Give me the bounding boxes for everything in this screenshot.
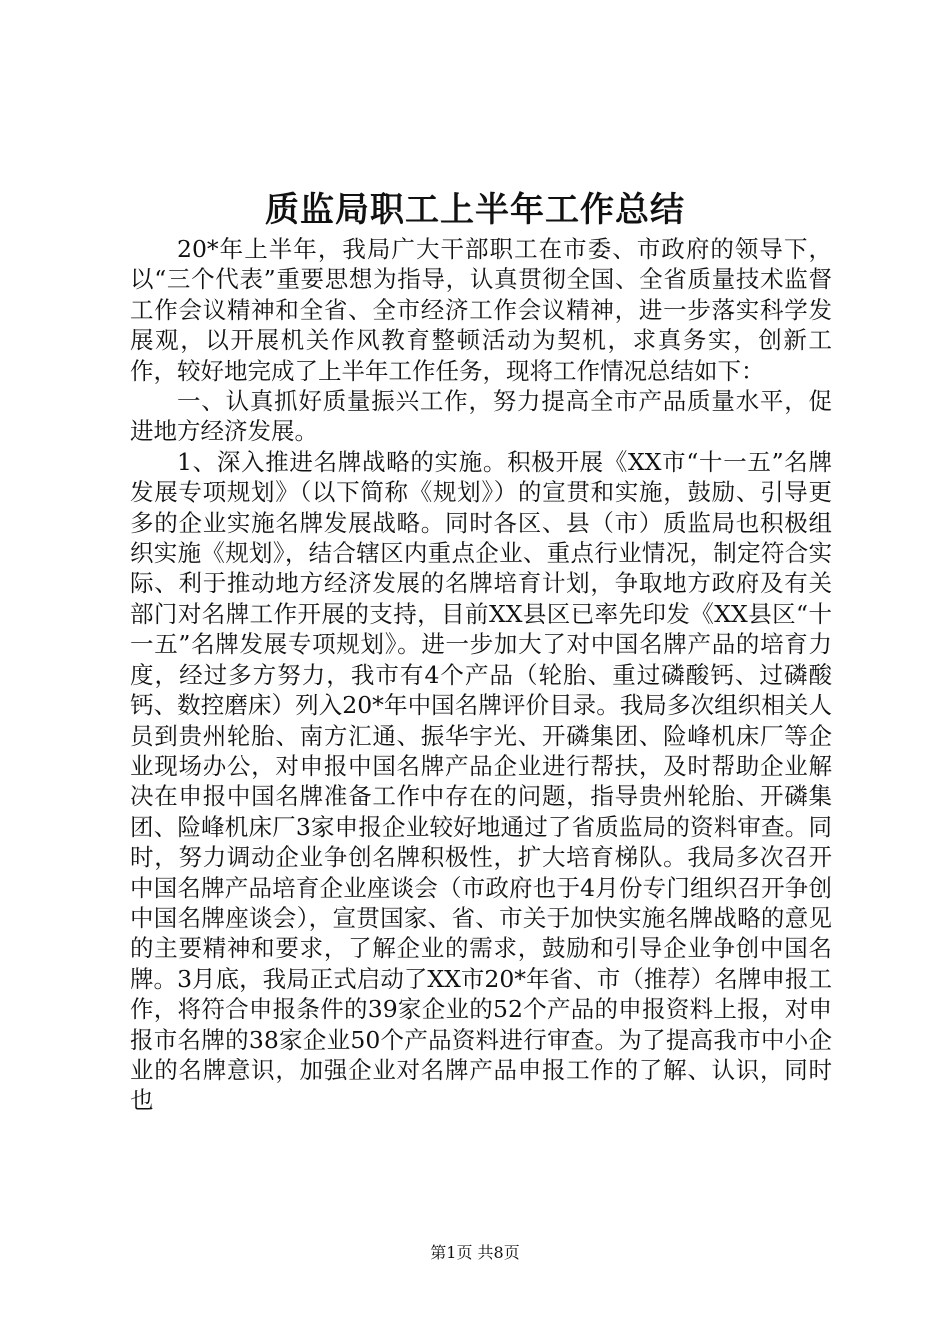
paragraph-item-1: 1、深入推进名牌战略的实施。积极开展《XX市“十一五”名牌发展专项规划》（以下简称《规划》）的宣贯和实施，鼓励、引导更多的企业实施名牌发展战略。同时各区、县（市）质监局也积极组织实施《规划》，结合辖区内重点企业、重点行业情况，制定符合实际、利于推动地方经济发展的名牌培育计划，争取地方政府及有关部门对名牌工作开展的支持，目前XX县区已率先印发《XX县区“十一五”名牌发展专项规划》。进一步加大了对中国名牌产品的培育力度，经过多方努力，我市有4个产品（轮胎、重过磷酸钙、过磷酸钙、数控磨床）列入20*年中国名牌评价目录。我局多次组织相关人员到贵州轮胎、南方汇通、振华宇光、开磷集团、险峰机床厂等企业现场办公，对申报中国名牌产品企业进行帮扶，及时帮助企业解决在申报中国名牌准备工作中存在的问题，指导贵州轮胎、开磷集团、险峰机床厂3家申报企业较好地通过了省质监局的资料审查。同时，努力调动企业争创名牌积极性，扩大培育梯队。我局多次召开中国名牌产品培育企业座谈会（市政府也于4月份专门组织召开争创中国名牌座谈会），宣贯国家、省、市关于加快实施名牌战略的意见的主要精神和要求，了解企业的需求，鼓励和引导企业争创中国名牌。3月底，我局正式启动了XX市20*年省、市（推荐）名牌申报工作，将符合申报条件的39家企业的52个产品的申报资料上报，对申报市名牌的38家企业50个产品资料进行审查。为了提高我市中小企业的名牌意识，加强企业对名牌产品申报工作的了解、认识，同时也 bbox=[130, 447, 832, 1115]
paragraph-intro: 20*年上半年，我局广大干部职工在市委、市政府的领导下，以“三个代表”重要思想为指导，认真贯彻全国、全省质量技术监督工作会议精神和全省、全市经济工作会议精神，进一步落实科学发展观，以开展机关作风教育整顿活动为契机，求真务实，创新工作，较好地完成了上半年工作任务，现将工作情况总结如下： bbox=[130, 235, 832, 385]
paragraph-section-1-heading: 一、认真抓好质量振兴工作，努力提高全市产品质量水平，促进地方经济发展。 bbox=[130, 387, 832, 446]
page-number-footer: 第1页 共8页 bbox=[430, 1243, 520, 1262]
document-title: 质监局职工上半年工作总结 bbox=[265, 190, 685, 230]
document-body bbox=[130, 234, 832, 1116]
